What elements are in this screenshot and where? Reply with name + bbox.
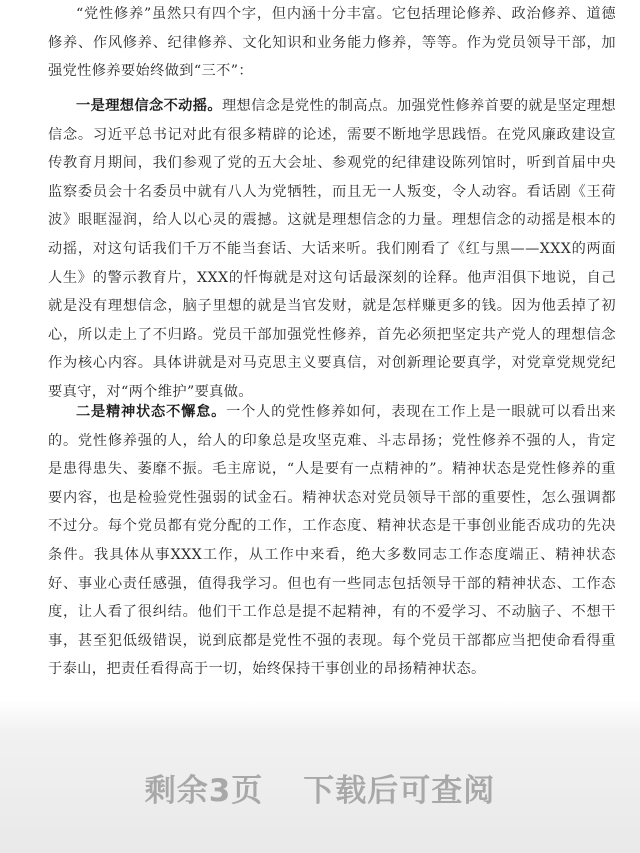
section-heading-2: 二是精神状态不懈怠。 — [76, 404, 227, 420]
remaining-pages-label: 剩余3页 — [144, 773, 264, 809]
section-heading-1: 一是理想信念不动摇。 — [76, 98, 222, 114]
intro-paragraph: “党性修养”虽然只有四个字，但内涵十分丰富。它包括理论修养、政治修养、道德修养、作风修养、纪律修养、文化知识和业务能力修养，等等。作为党员领导干部，加强党性修养要始终做到“三不”： — [48, 6, 616, 80]
section-paragraph-1 — [48, 92, 616, 407]
section-paragraph-2 — [48, 398, 616, 684]
download-prompt-banner[interactable] — [0, 765, 640, 810]
section-body-2: 一个人的党性修养如何，表现在工作上是一眼就可以看出来的。党性修养强的人，给人的印象总是攻坚克难、斗志昂扬；党性修养不强的人，肯定是患得患失、萎靡不振。毛主席说，“人是要有一点精神的”。精神状态是党性修养的重要内容，也是检验党性强弱的试金石。精神状态对党员领导干部的重要性，怎么强调都不过分。每个党员都有党分配的工作，工作态度、精神状态是干事创业能否成功的先决条件。我具体从事XXX工作，从工作中来看，绝大多数同志工作态度端正、精神状态好、事业心责任感强，值得我学习。但也有一些同志包括领导干部的精神状态、工作态度，让人看了很纠结。他们干工作总是提不起精神，有的不爱学习、不动脑子、不想干事，甚至犯低级错误，说到底都是党性不强的表现。每个党员干部都应当把使命看得重于泰山，把责任看得高于一切，始终保持干事创业的昂扬精神状态。 — [48, 404, 616, 678]
section-body-1: 理想信念是党性的制高点。加强党性修养首要的就是坚定理想信念。习近平总书记对此有很多精辟的论述，需要不断地学思践悟。在党风廉政建设宣传教育月期间，我们参观了党的五大会址、参观党的纪律建设陈列馆时，听到首届中央监察委员会十名委员中就有八人为党牺牲，而且无一人叛变，令人动容。看话剧《王荷波》眼眶湿润，给人以心灵的震撼。这就是理想信念的力量。理想信念的动摇是根本的动摇，对这句话我们千万不能当套话、大话来听。我们刚看了《红与黑——XXX的两面人生》的警示教育片，XXX的忏悔就是对这句话最深刻的诠释。他声泪俱下地说，自己就是没有理想信念，脑子里想的就是当官发财，就是怎样赚更多的钱。因为他丢掉了初心，所以走上了不归路。党员干部加强党性修养，首先必须把坚定共产党人的理想信念作为核心内容。具体讲就是对马克思主义要真信，对创新理论要真学，对党章党规党纪要真守，对“两个维护”要真做。 — [48, 98, 616, 400]
download-to-view-label: 下载后可查阅 — [303, 773, 496, 809]
